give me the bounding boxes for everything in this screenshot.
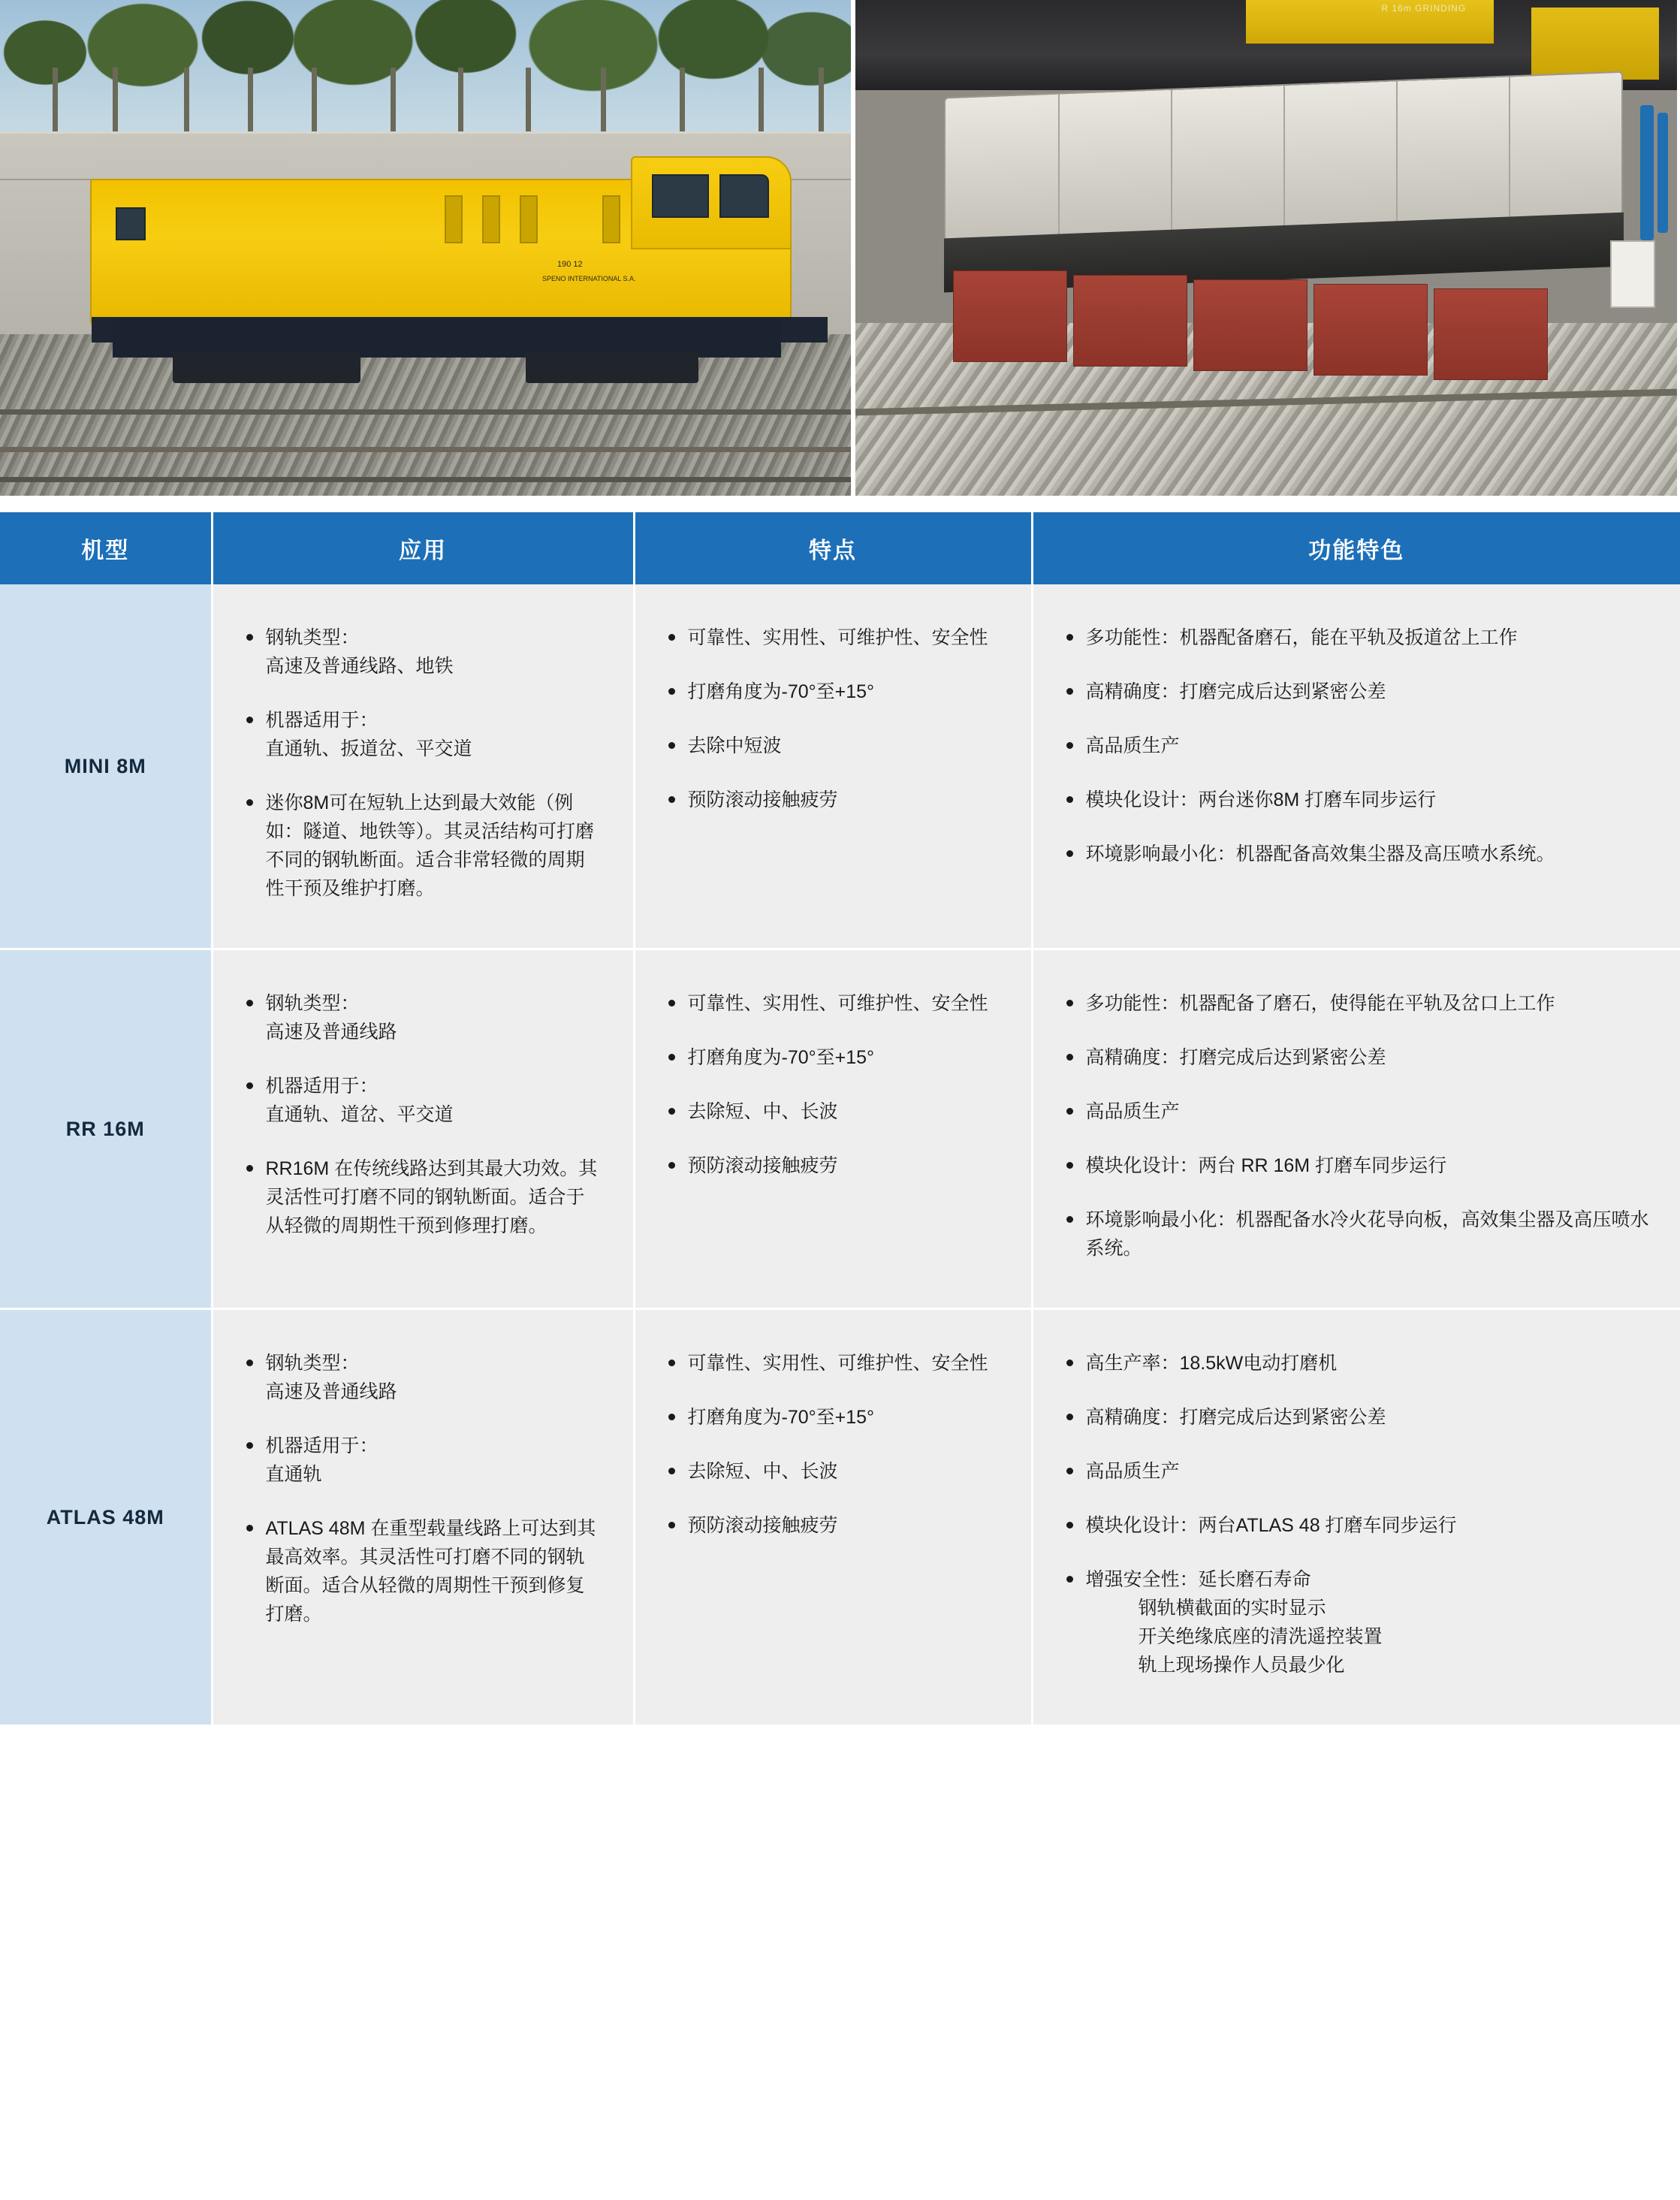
list-item: ATLAS 48M 在重型载量线路上可达到其最高效率。其灵活性可打磨不同的钢轨断面。适合从轻微的周期性干预到修复打磨。 [243, 1514, 603, 1628]
list-item: 打磨角度为-70°至+15° [665, 1403, 1001, 1432]
table-row [0, 949, 1680, 1309]
list-item: 环境影响最小化：机器配备高效集尘器及高压喷水系统。 [1063, 840, 1651, 868]
header-characteristics: 特点 [634, 512, 1032, 584]
list-item: 去除中短波 [665, 732, 1001, 760]
module-marking: R 16m GRINDING [1381, 3, 1467, 14]
list-item: 模块化设计：两台ATLAS 48 打磨车同步运行 [1063, 1511, 1651, 1540]
list-item: 高精确度：打磨完成后达到紧密公差 [1063, 1403, 1651, 1432]
photo-band [0, 0, 1680, 496]
list-item: 钢轨类型： 高速及普通线路 [243, 1349, 603, 1406]
characteristics-cell-atlas48m [634, 1309, 1032, 1726]
list-item: 模块化设计：两台迷你8M 打磨车同步运行 [1063, 786, 1651, 814]
functions-cell-mini8m [1032, 584, 1680, 949]
functions-cell-rr16m [1032, 949, 1680, 1309]
application-cell-rr16m [212, 949, 634, 1309]
list-item: 钢轨类型： 高速及普通线路、地铁 [243, 623, 603, 681]
list-item: RR16M 在传统线路达到其最大功效。其灵活性可打磨不同的钢轨断面。适合于从轻微的周期性干预到修理打磨。 [243, 1154, 603, 1240]
list-item: 高品质生产 [1063, 732, 1651, 760]
list-item: 机器适用于： 直通轨 [243, 1432, 603, 1489]
header-model: 机型 [0, 512, 212, 584]
header-functions: 功能特色 [1032, 512, 1680, 584]
model-name-rr16m: RR 16M [0, 949, 212, 1309]
list-item: 预防滚动接触疲劳 [665, 1151, 1001, 1180]
list-item: 高品质生产 [1063, 1097, 1651, 1126]
grinding-module-closeup-photo [855, 0, 1677, 496]
list-item: 模块化设计：两台 RR 16M 打磨车同步运行 [1063, 1151, 1651, 1180]
characteristics-cell-rr16m [634, 949, 1032, 1309]
list-item: 可靠性、实用性、可维护性、安全性 [665, 989, 1001, 1018]
list-item: 多功能性：机器配备了磨石，使得能在平轨及岔口上工作 [1063, 989, 1651, 1018]
list-item: 预防滚动接触疲劳 [665, 1511, 1001, 1540]
list-item: 多功能性：机器配备磨石，能在平轨及扳道岔上工作 [1063, 623, 1651, 652]
list-item: 机器适用于： 直通轨、道岔、平交道 [243, 1072, 603, 1129]
train-number-marking: 190 12 [557, 260, 583, 269]
list-item: 高精确度：打磨完成后达到紧密公差 [1063, 678, 1651, 706]
characteristics-cell-mini8m [634, 584, 1032, 949]
yellow-grinding-train [90, 179, 792, 324]
list-item: 打磨角度为-70°至+15° [665, 1043, 1001, 1072]
list-item: 高品质生产 [1063, 1457, 1651, 1486]
list-item: 环境影响最小化：机器配备水冷火花导向板，高效集尘器及高压喷水系统。 [1063, 1206, 1651, 1263]
train-company-marking: SPENO INTERNATIONAL S.A. [542, 275, 636, 282]
list-item: 去除短、中、长波 [665, 1457, 1001, 1486]
header-application: 应用 [212, 512, 634, 584]
model-name-atlas48m: ATLAS 48M [0, 1309, 212, 1726]
list-item: 可靠性、实用性、可维护性、安全性 [665, 623, 1001, 652]
list-item: 去除短、中、长波 [665, 1097, 1001, 1126]
rail-grinding-train-photo [0, 0, 851, 496]
application-cell-atlas48m [212, 1309, 634, 1726]
table-row [0, 584, 1680, 949]
machine-comparison-table [0, 512, 1680, 1727]
list-item: 钢轨类型： 高速及普通线路 [243, 989, 603, 1046]
list-item: 高精确度：打磨完成后达到紧密公差 [1063, 1043, 1651, 1072]
functions-cell-atlas48m [1032, 1309, 1680, 1726]
list-item: 增强安全性：延长磨石寿命 钢轨横截面的实时显示 开关绝缘底座的清洗遥控装置 轨上现场操作人员最少化 [1063, 1565, 1651, 1679]
list-item: 可靠性、实用性、可维护性、安全性 [665, 1349, 1001, 1378]
list-item: 预防滚动接触疲劳 [665, 786, 1001, 814]
application-cell-mini8m [212, 584, 634, 949]
model-name-mini8m: MINI 8M [0, 584, 212, 949]
table-header-row [0, 512, 1680, 584]
list-item: 迷你8M可在短轨上达到最大效能（例如：隧道、地铁等）。其灵活结构可打磨不同的钢轨断面。适合非常轻微的周期性干预及维护打磨。 [243, 789, 603, 903]
list-item: 高生产率：18.5kW电动打磨机 [1063, 1349, 1651, 1378]
list-item: 机器适用于： 直通轨、扳道岔、平交道 [243, 706, 603, 763]
table-row [0, 1309, 1680, 1726]
list-item: 打磨角度为-70°至+15° [665, 678, 1001, 706]
